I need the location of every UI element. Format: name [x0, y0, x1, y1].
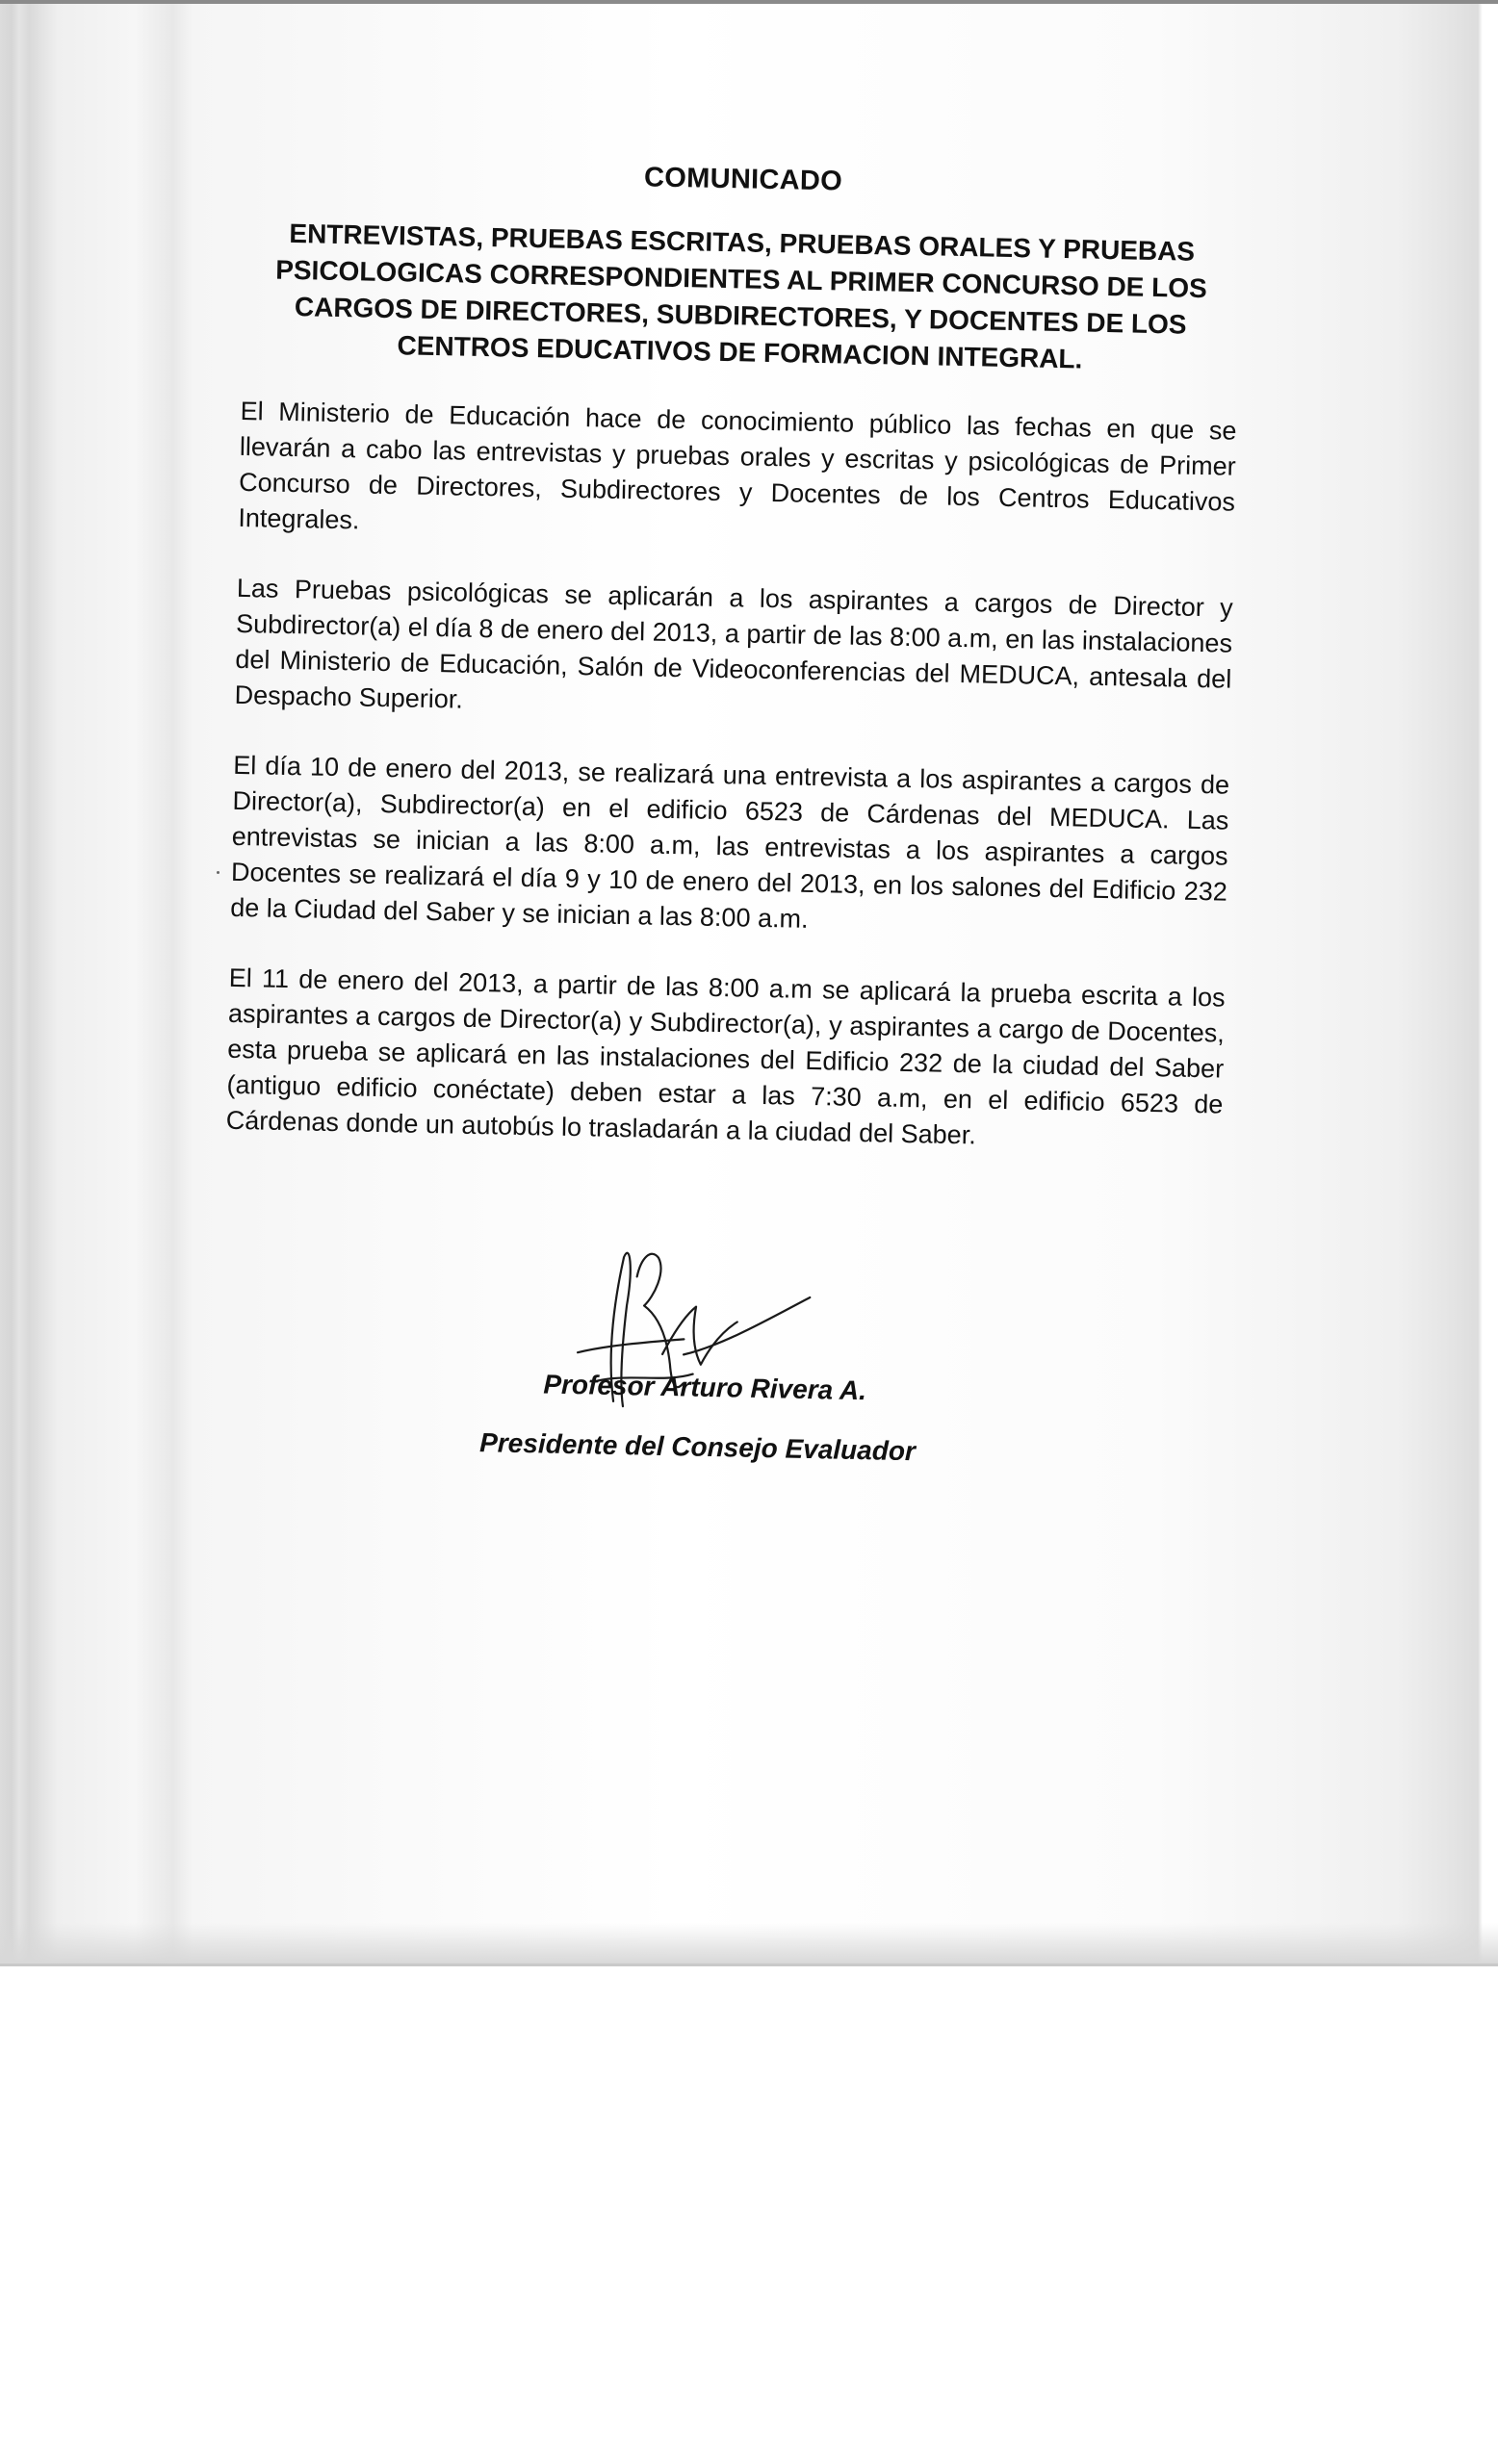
document-title: COMUNICADO [643, 162, 843, 197]
paragraph-intro: El Ministerio de Educación hace de conocimiento público las fechas en que se llevarán a cabo las entrevistas y pruebas orales y escritas y psicológicas de Primer Concurso de Directores, Subdirectores y Docentes de los Centros Educativos Integrales. [238, 396, 1237, 535]
signer-title: Presidente del Consejo Evaluador [478, 1427, 917, 1467]
signer-name: Profesor Arturo Rivera A. [543, 1369, 867, 1406]
signature-block [220, 1240, 1221, 1491]
scan-speck [217, 871, 220, 874]
paragraph-written-test: El 11 de enero del 2013, a partir de las 8:00 a.m se aplicará la prueba escrita a los aspirantes a cargos de Director(a) y Subdirector(a), y aspirantes a cargo de Docentes, esta prueba se aplicará en las instalaciones del Edificio 232 de la ciudad del Saber (antiguo edificio conéctate) deben estar a las 7:30 a.m, en el edificio 6523 de Cárdenas donde un autobús lo trasladarán a la ciudad del Saber. [225, 962, 1226, 1150]
document-body [220, 154, 1242, 1490]
document-subtitle: ENTREVISTAS, PRUEBAS ESCRITAS, PRUEBAS ORALES Y PRUEBAS PSICOLOGICAS CORRESPONDIENTES AL PRIMER CONCURSO DE LOS CARGOS DE DIRECTORES, SUBDIRECTORES, Y DOCENTES DE LOS CENTROS EDUCATIVOS DE FORMACION INTEGRAL. [274, 218, 1208, 374]
paragraph-psychological-tests: Las Pruebas psicológicas se aplicarán a los aspirantes a cargos de Director y Subdirector(a) el día 8 de enero del 2013, a partir de las 8:00 a.m, en las instalaciones del Ministerio de Educación, Salón de Videoconferencias del MEDUCA, antesala del Despacho Superior. [234, 573, 1234, 714]
scan-edge-line [0, 0, 1498, 4]
paragraph-interviews: El día 10 de enero del 2013, se realizará una entrevista a los aspirantes a cargos de Director(a), Subdirector(a) en el edificio 6523 de Cárdenas del MEDUCA. Las entrevistas se inician a las 8:00 a.m, las entrevistas a los aspirantes a cargos Docentes se realizará el día 9 y 10 de enero del 2013, en los salones del Edificio 232 de la Ciudad del Saber y se inician a las 8:00 a.m. [229, 750, 1230, 934]
